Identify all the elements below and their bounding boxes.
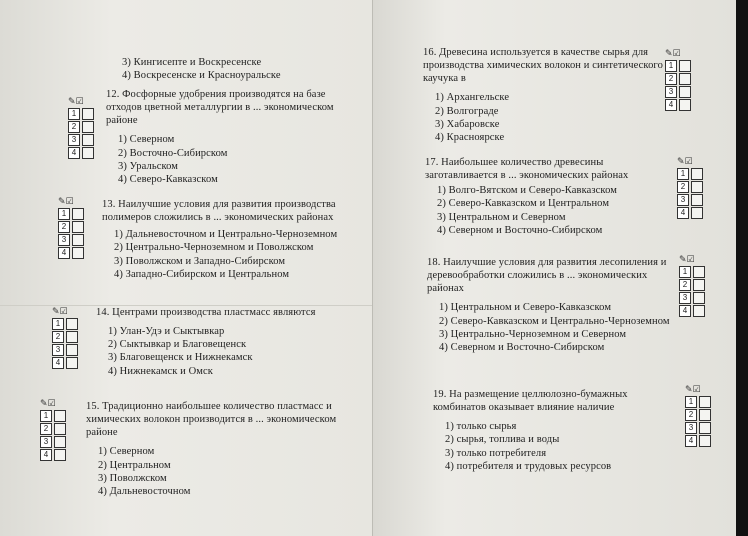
question-text: 16. Древесина используется в качестве сырья для производства химических волокон и синтетического каучука в: [423, 47, 663, 85]
option: 3) Центрально-Черноземном и Северном: [439, 328, 627, 340]
pencil-check-icon: ✎☑: [68, 97, 84, 107]
answer-box[interactable]: [54, 436, 66, 448]
grid-number: 1: [40, 410, 52, 422]
option: 3) Поволжском: [98, 472, 167, 484]
grid-number: 2: [677, 181, 689, 193]
question-15: [86, 400, 356, 498]
option: 4) потребителя и трудовых ресурсов: [445, 460, 612, 472]
question-text: 15. Традиционно наибольшее количество пластмасс и химических волокон производится в ... экономическом районе: [86, 401, 337, 439]
grid-number: 1: [58, 208, 70, 220]
question-text: 17. Наибольшее количество древесины заготавливается в ... экономических районах: [425, 157, 629, 182]
answer-grid-19: [685, 384, 711, 448]
question-13: [102, 198, 358, 281]
option: 1) Дальневосточном и Центрально-Черноземном: [114, 229, 338, 241]
question-16: [423, 46, 663, 144]
question-text: 13. Наилучшие условия для развития производства полимеров сложились в ... экономических районах: [102, 199, 336, 224]
grid-number: 2: [52, 331, 64, 343]
answer-box[interactable]: [54, 449, 66, 461]
option: 2) сырья, топлива и воды: [445, 434, 560, 446]
grid-number: 2: [40, 423, 52, 435]
pencil-check-icon: ✎☑: [58, 197, 74, 207]
grid-number: 3: [665, 86, 677, 98]
option: 1) Архангельске: [435, 92, 510, 104]
grid-number: 4: [665, 99, 677, 111]
answer-box[interactable]: [693, 266, 705, 278]
option: 3) Кингисепте и Воскресенске: [122, 57, 262, 68]
option: 4) Западно-Сибирском и Центральном: [114, 268, 290, 280]
left-page: [0, 0, 372, 536]
answer-box[interactable]: [72, 247, 84, 259]
question-12: [106, 88, 356, 186]
answer-box[interactable]: [82, 134, 94, 146]
grid-number: 4: [40, 449, 52, 461]
pencil-check-icon: ✎☑: [40, 399, 56, 409]
grid-number: 1: [679, 266, 691, 278]
option: 4) Северо-Кавказском: [118, 173, 218, 185]
option: 1) Улан-Удэ и Сыктывкар: [108, 326, 225, 338]
option: 4) Северном и Восточно-Сибирском: [437, 224, 603, 236]
answer-box[interactable]: [72, 208, 84, 220]
grid-number: 2: [679, 279, 691, 291]
question-text: 12. Фосфорные удобрения производятся на базе отходов цветной металлургии в ... экономическом районе: [106, 89, 334, 127]
answer-grid-17: [677, 156, 703, 220]
answer-box[interactable]: [693, 279, 705, 291]
grid-number: 1: [52, 318, 64, 330]
answer-box[interactable]: [693, 292, 705, 304]
option: 3) Уральском: [118, 160, 179, 172]
answer-box[interactable]: [699, 422, 711, 434]
option: 4) Дальневосточном: [98, 485, 191, 497]
option: 1) Волго-Вятском и Северо-Кавказском: [437, 185, 617, 197]
answer-box[interactable]: [679, 60, 691, 72]
grid-number: 4: [685, 435, 697, 447]
question-11-tail: [112, 56, 362, 82]
grid-number: 1: [685, 396, 697, 408]
option: 4) Воскресенске и Красноуральске: [122, 70, 281, 82]
answer-box[interactable]: [54, 410, 66, 422]
answer-box[interactable]: [691, 194, 703, 206]
answer-box[interactable]: [699, 435, 711, 447]
option: 2) Северо-Кавказском и Центральном: [437, 198, 610, 210]
answer-box[interactable]: [82, 121, 94, 133]
grid-number: 1: [677, 168, 689, 180]
grid-number: 1: [665, 60, 677, 72]
answer-box[interactable]: [679, 99, 691, 111]
grid-number: 4: [677, 207, 689, 219]
option: 3) Благовещенск и Нижнекамск: [108, 352, 253, 364]
question-text: 18. Наилучшие условия для развития лесопиления и деревообработки сложились в ... экономических районах: [427, 257, 667, 295]
answer-box[interactable]: [699, 409, 711, 421]
option: 2) Северо-Кавказском и Центрально-Черноземном: [439, 315, 670, 327]
grid-number: 3: [68, 134, 80, 146]
option: 2) Волгограде: [435, 105, 499, 117]
grid-number: 2: [58, 221, 70, 233]
grid-number: 4: [68, 147, 80, 159]
background-edge: [736, 0, 748, 536]
question-14: [96, 306, 352, 378]
answer-box[interactable]: [691, 181, 703, 193]
pencil-check-icon: ✎☑: [665, 49, 681, 59]
grid-number: 4: [58, 247, 70, 259]
option: 1) Северном: [118, 134, 175, 146]
answer-box[interactable]: [82, 108, 94, 120]
answer-grid-13: [58, 196, 84, 260]
answer-box[interactable]: [691, 207, 703, 219]
grid-number: 2: [665, 73, 677, 85]
grid-number: 3: [685, 422, 697, 434]
answer-box[interactable]: [66, 318, 78, 330]
answer-box[interactable]: [82, 147, 94, 159]
option: 2) Сыктывкар и Благовещенск: [108, 339, 247, 351]
answer-box[interactable]: [54, 423, 66, 435]
answer-box[interactable]: [66, 357, 78, 369]
grid-number: 3: [58, 234, 70, 246]
pencil-check-icon: ✎☑: [685, 385, 701, 395]
pencil-check-icon: ✎☑: [677, 157, 693, 167]
answer-grid-16: [665, 48, 691, 112]
answer-box[interactable]: [66, 344, 78, 356]
option: 3) Хабаровске: [435, 118, 500, 130]
grid-number: 3: [52, 344, 64, 356]
question-17: [425, 156, 671, 237]
answer-box[interactable]: [699, 396, 711, 408]
grid-number: 3: [679, 292, 691, 304]
option: 3) только потребителя: [445, 447, 547, 459]
answer-grid-12: [68, 96, 94, 160]
option: 4) Северном и Восточно-Сибирском: [439, 341, 605, 353]
answer-box[interactable]: [72, 221, 84, 233]
option: 1) Центральном и Северо-Кавказском: [439, 302, 612, 314]
question-text: 14. Центрами производства пластмасс являются: [96, 307, 316, 318]
option: 2) Восточно-Сибирском: [118, 147, 228, 159]
option: 4) Нижнекамск и Омск: [108, 365, 213, 377]
answer-box[interactable]: [72, 234, 84, 246]
pencil-check-icon: ✎☑: [679, 255, 695, 265]
answer-grid-15: [40, 398, 66, 462]
grid-number: 1: [68, 108, 80, 120]
question-18: [427, 256, 677, 354]
question-text: 19. На размещение целлюлозно-бумажных комбинатов оказывает влияние наличие: [433, 389, 628, 414]
answer-grid-14: [52, 306, 78, 370]
option: 3) Центральном и Северном: [437, 211, 566, 223]
option: 1) Северном: [98, 446, 155, 458]
option: 4) Красноярске: [435, 131, 505, 143]
grid-number: 3: [40, 436, 52, 448]
grid-number: 2: [68, 121, 80, 133]
answer-box[interactable]: [679, 86, 691, 98]
grid-number: 2: [685, 409, 697, 421]
grid-number: 4: [679, 305, 691, 317]
answer-grid-18: [679, 254, 705, 318]
grid-number: 4: [52, 357, 64, 369]
option: 3) Поволжском и Западно-Сибирском: [114, 255, 286, 267]
grid-number: 3: [677, 194, 689, 206]
answer-box[interactable]: [693, 305, 705, 317]
option: 2) Центрально-Черноземном и Поволжском: [114, 242, 314, 254]
option: 1) только сырья: [445, 421, 517, 433]
answer-box[interactable]: [691, 168, 703, 180]
pencil-check-icon: ✎☑: [52, 307, 68, 317]
right-page: [372, 0, 736, 536]
answer-box[interactable]: [66, 331, 78, 343]
question-19: [433, 388, 681, 473]
option: 2) Центральном: [98, 459, 171, 471]
answer-box[interactable]: [679, 73, 691, 85]
